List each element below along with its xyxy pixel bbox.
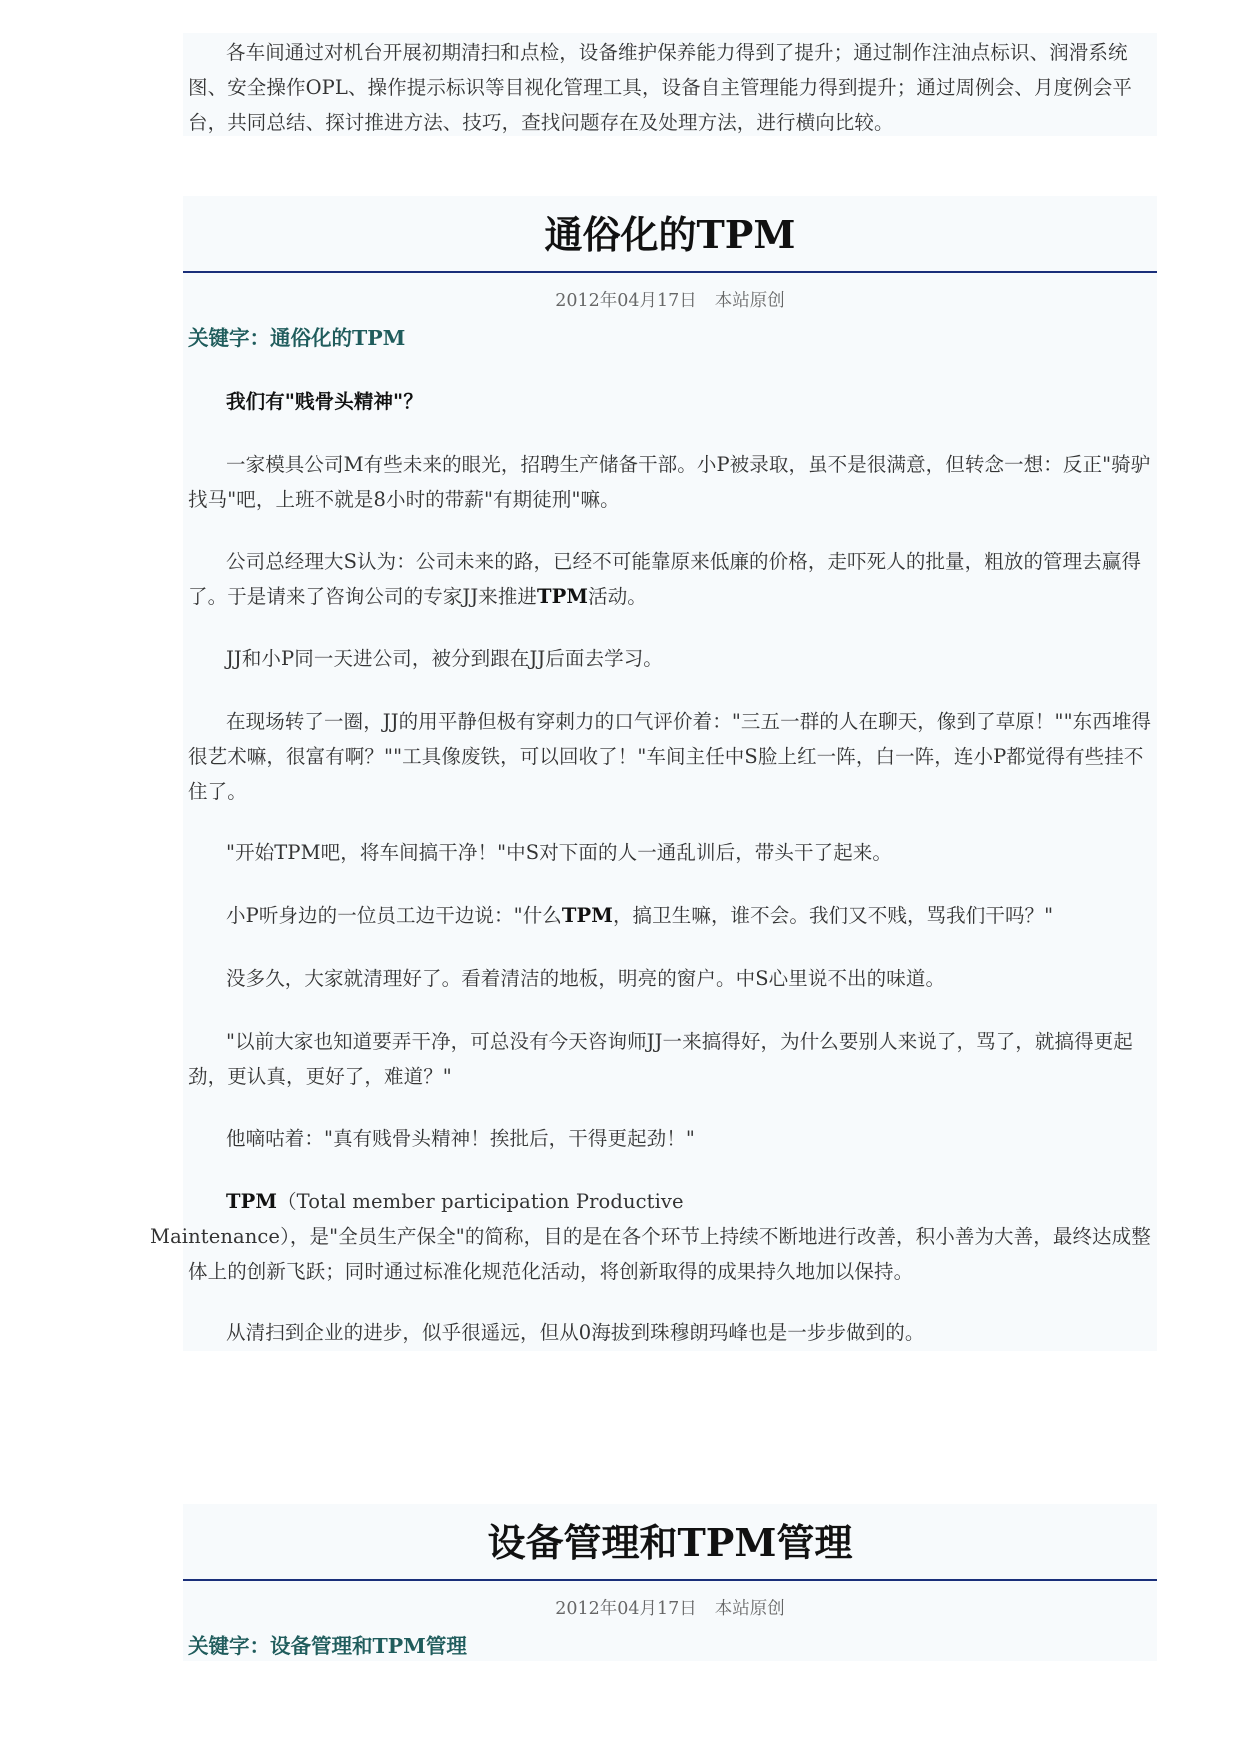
article-keywords-2[interactable]: 关键字：设备管理和TPM管理: [188, 1634, 467, 1658]
paragraph-11: 从清扫到企业的进步，似乎很遥远，但从0海拔到珠穆朗玛峰也是一步步做到的。: [226, 1321, 925, 1344]
title-divider-2: [183, 1579, 1157, 1581]
article-source: 本站原创: [714, 291, 785, 311]
paragraph-10-text: Maintenance），是"全员生产保全"的简称，目的是在各个环节上持续不断地进行改善，积小善为大善，最终达成整体上的创新飞跃；同时通过标准化规范化活动，将创新取得的成果持久地加以保持。: [150, 1225, 1151, 1283]
paragraph-9: 他嘀咕着："真有贱骨头精神！挨批后，干得更起劲！": [226, 1127, 695, 1150]
article-keywords[interactable]: 关键字：通俗化的TPM: [188, 326, 406, 350]
paragraph-8: "以前大家也知道要弄干净，可总没有今天咨询师JJ一来搞得好，为什么要别人来说了，骂了，就搞得更起劲，更认真，更好了，难道？": [188, 1030, 1133, 1088]
paragraph-5: "开始TPM吧，将车间搞干净！"中S对下面的人一通乱训后，带头干了起来。: [226, 841, 892, 864]
article-source-2: 本站原创: [714, 1599, 785, 1619]
paragraph-2: [188, 544, 1158, 614]
paragraph-4: 在现场转了一圈，JJ的用平静但极有穿刺力的口气评价着："三五一群的人在聊天，像到了草原！""东西堆得很艺术嘛，很富有啊？""工具像废铁，可以回收了！"车间主任中S脸上红一阵，白一阵，连小P都觉得有些挂不住了。: [188, 710, 1152, 803]
paragraph-1: 一家模具公司M有些未来的眼光，招聘生产储备干部。小P被录取，虽不是很满意，但转念一想：反正"骑驴找马"吧，上班不就是8小时的带薪"有期徒刑"嘛。: [188, 453, 1151, 511]
paragraph-3: JJ和小P同一天进公司，被分到跟在JJ后面去学习。: [226, 647, 663, 670]
paragraph-6-end: ，搞卫生嘛，谁不会。我们又不贱，骂我们干吗？": [612, 904, 1054, 927]
article-date: 2012年04月17日: [555, 291, 697, 311]
paragraph-6-text: 小P听身边的一位员工边干边说："什么: [226, 904, 562, 927]
paragraph-2-tpm: TPM: [537, 585, 589, 608]
article-date-2: 2012年04月17日: [555, 1599, 697, 1619]
article-subheading: 我们有"贱骨头精神"？: [226, 390, 423, 413]
paragraph-6: [188, 898, 1158, 933]
paragraph-2-end: 活动。: [588, 585, 647, 608]
article-title-2: 设备管理和TPM管理: [487, 1520, 853, 1565]
paragraph-2-text: 公司总经理大S认为：公司未来的路，已经不可能靠原来低廉的价格，走吓死人的批量，粗放的管理去赢得了。于是请来了咨询公司的专家JJ来推进: [188, 550, 1142, 608]
paragraph-10-tpm: TPM: [226, 1190, 278, 1213]
paragraph-7: 没多久，大家就清理好了。看着清洁的地板，明亮的窗户。中S心里说不出的味道。: [226, 967, 946, 990]
paragraph-10: [150, 1184, 1158, 1289]
paragraph-10-english: （Total member participation Productive: [277, 1190, 684, 1213]
article-meta-2: [183, 1595, 1157, 1620]
intro-paragraph: 各车间通过对机台开展初期清扫和点检，设备维护保养能力得到了提升；通过制作注油点标识、润滑系统图、安全操作OPL、操作提示标识等目视化管理工具，设备自主管理能力得到提升；通过周例会、月度例会平台，共同总结、探讨推进方法、技巧，查找问题存在及处理方法，进行横向比较。: [188, 41, 1132, 134]
article-meta: [183, 287, 1157, 312]
title-divider: [183, 271, 1157, 273]
article-title: 通俗化的TPM: [544, 212, 796, 257]
paragraph-6-tpm: TPM: [561, 904, 613, 927]
